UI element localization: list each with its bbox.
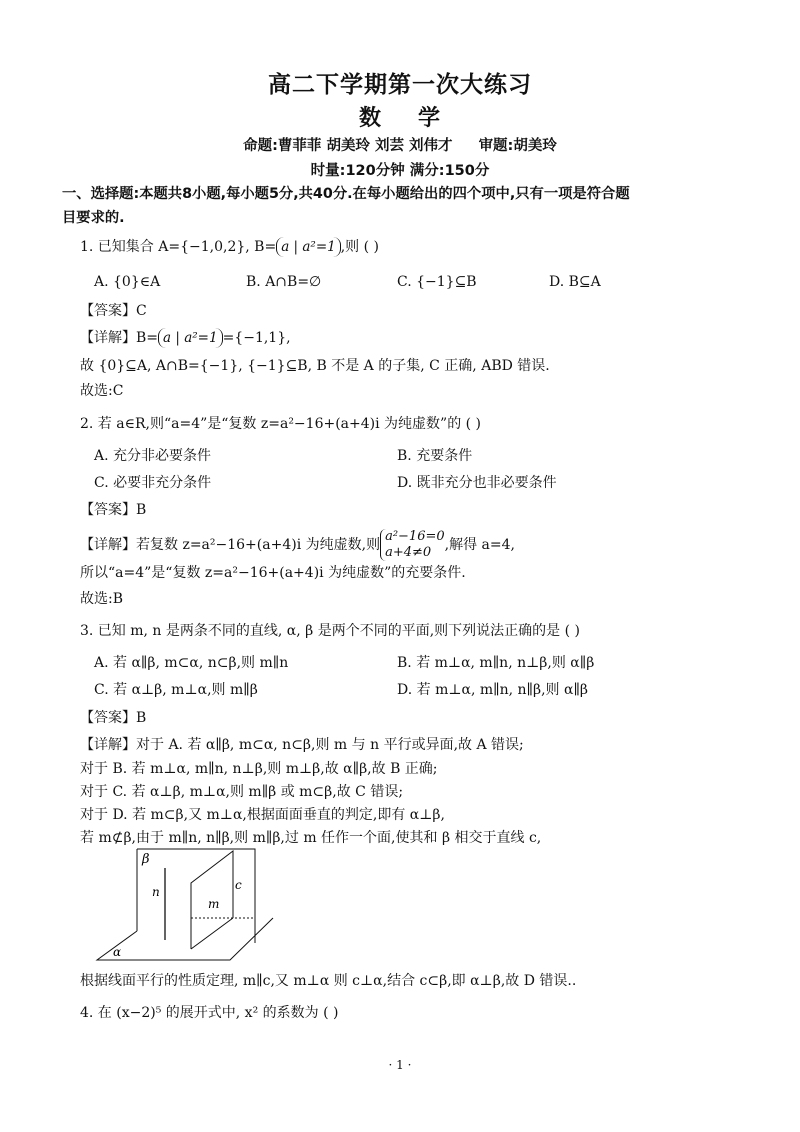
q1-option-a: A. {0}∈A <box>94 274 161 290</box>
q1-set-brace: a | a²=1 <box>276 237 341 257</box>
q3-option-a: A. 若 α∥β, m⊂α, n⊂β,则 m∥n <box>94 655 289 671</box>
q3-option-b: B. 若 m⊥α, m∥n, n⊥β,则 α∥β <box>397 655 595 671</box>
q1-stem <box>80 237 379 257</box>
label-beta: β <box>142 852 150 867</box>
time-score-line: 时量:120分钟 满分:150分 <box>310 163 490 179</box>
q1-answer: 【答案】C <box>80 303 147 319</box>
q2-option-a: A. 充分非必要条件 <box>94 448 212 464</box>
q1-option-b: B. A∩B=∅ <box>246 274 322 290</box>
q1-detail-prefix: 【详解】B= <box>80 330 159 346</box>
reviewer: 审题:胡美玲 <box>478 138 557 154</box>
q3-option-d: D. 若 m⊥α, m∥n, n∥β,则 α∥β <box>397 682 589 698</box>
authors-line <box>0 134 800 155</box>
q2-detail-tail: ,解得 a=4, <box>444 537 515 553</box>
q2-case-1: a²−16=0 <box>385 529 445 544</box>
q1-option-d: D. B⊆A <box>549 274 601 290</box>
q3-detail-3: 对于 C. 若 α⊥β, m⊥α,则 m∥β 或 m⊂β,故 C 错误; <box>80 784 404 800</box>
q3-detail-4: 对于 D. 若 m⊂β,又 m⊥α,根据面面垂直的判定,即有 α⊥β, <box>80 807 445 823</box>
subject-char-1: 数 <box>358 106 382 131</box>
q1-stem-text: 1. 已知集合 A={−1,0,2}, B= <box>80 239 277 255</box>
subject-heading <box>0 101 800 132</box>
q3-option-c: C. 若 α⊥β, m⊥α,则 m∥β <box>94 682 258 698</box>
q1-detail-1 <box>80 328 291 348</box>
page-title: 高二下学期第一次大练习 <box>268 72 532 98</box>
plane-alpha-hidden <box>137 931 273 943</box>
q2-cases <box>380 529 445 561</box>
q3-detail-2: 对于 B. 若 m⊥α, m∥n, n⊥β,则 m⊥β,故 α∥β,故 B 正确; <box>80 761 438 777</box>
q1-choose: 故选:C <box>80 383 124 399</box>
q2-answer: 【答案】B <box>80 502 147 518</box>
q2-detail-2: 所以“a=4”是“复数 z=a²−16+(a+4)i 为纯虚数”的充要条件. <box>80 565 466 581</box>
label-alpha: α <box>113 945 122 959</box>
q1-detail-tail: ={−1,1}, <box>222 330 291 346</box>
q3-answer: 【答案】B <box>80 710 147 726</box>
q2-case-2: a+4≠0 <box>385 545 432 560</box>
q3-detail-1: 【详解】对于 A. 若 α∥β, m⊂α, n⊂β,则 m 与 n 平行或异面,故 A 错误; <box>80 737 524 753</box>
q3-detail-6: 根据线面平行的性质定理, m∥c,又 m⊥α 则 c⊥α,结合 c⊂β,即 α⊥β,故 D 错误.. <box>80 973 577 989</box>
q3-stem: 3. 已知 m, n 是两条不同的直线, α, β 是两个不同的平面,则下列说法正确的是 ( ) <box>80 623 580 639</box>
q1-stem-tail: ,则 ( ) <box>340 239 380 255</box>
q2-option-c: C. 必要非充分条件 <box>94 475 212 491</box>
q1-detail-2: 故 {0}⊆A, A∩B={−1}, {−1}⊆B, B 不是 A 的子集, C 正确, ABD 错误. <box>80 358 550 374</box>
label-c: c <box>235 878 242 892</box>
q2-choose: 故选:B <box>80 591 124 607</box>
q2-detail-prefix: 【详解】若复数 z=a²−16+(a+4)i 为纯虚数,则 <box>80 537 381 553</box>
q1-option-c: C. {−1}⊆B <box>397 274 477 290</box>
label-n: n <box>152 885 160 899</box>
cutting-plane-bottom <box>191 918 233 949</box>
q2-detail-1 <box>80 526 515 564</box>
plane-figure <box>95 848 285 964</box>
q3-detail-5: 若 m⊄β,由于 m∥n, n∥β,则 m∥β,过 m 任作一个面,使其和 β 相交于直线 c, <box>80 830 542 846</box>
q2-option-b: B. 充要条件 <box>397 448 473 464</box>
section-heading-line-2: 目要求的. <box>62 210 125 226</box>
page-number: · 1 · <box>388 1058 412 1072</box>
plane-alpha-outline <box>97 918 273 960</box>
authors: 命题:曹菲菲 胡美玲 刘芸 刘伟才 <box>243 138 453 154</box>
section-heading-line-1: 一、选择题:本题共8小题,每小题5分,共40分.在每小题给出的四个项中,只有一项是符合题 <box>62 186 630 202</box>
subject-char-2: 学 <box>418 106 442 131</box>
q1-detail-set: a | a²=1 <box>158 328 223 348</box>
q4-stem: 4. 在 (x−2)⁵ 的展开式中, x² 的系数为 ( ) <box>80 1005 339 1021</box>
label-m: m <box>208 897 220 911</box>
q2-stem: 2. 若 a∈R,则“a=4”是“复数 z=a²−16+(a+4)i 为纯虚数”的 ( ) <box>80 416 482 432</box>
q2-option-d: D. 既非充分也非必要条件 <box>397 475 557 491</box>
